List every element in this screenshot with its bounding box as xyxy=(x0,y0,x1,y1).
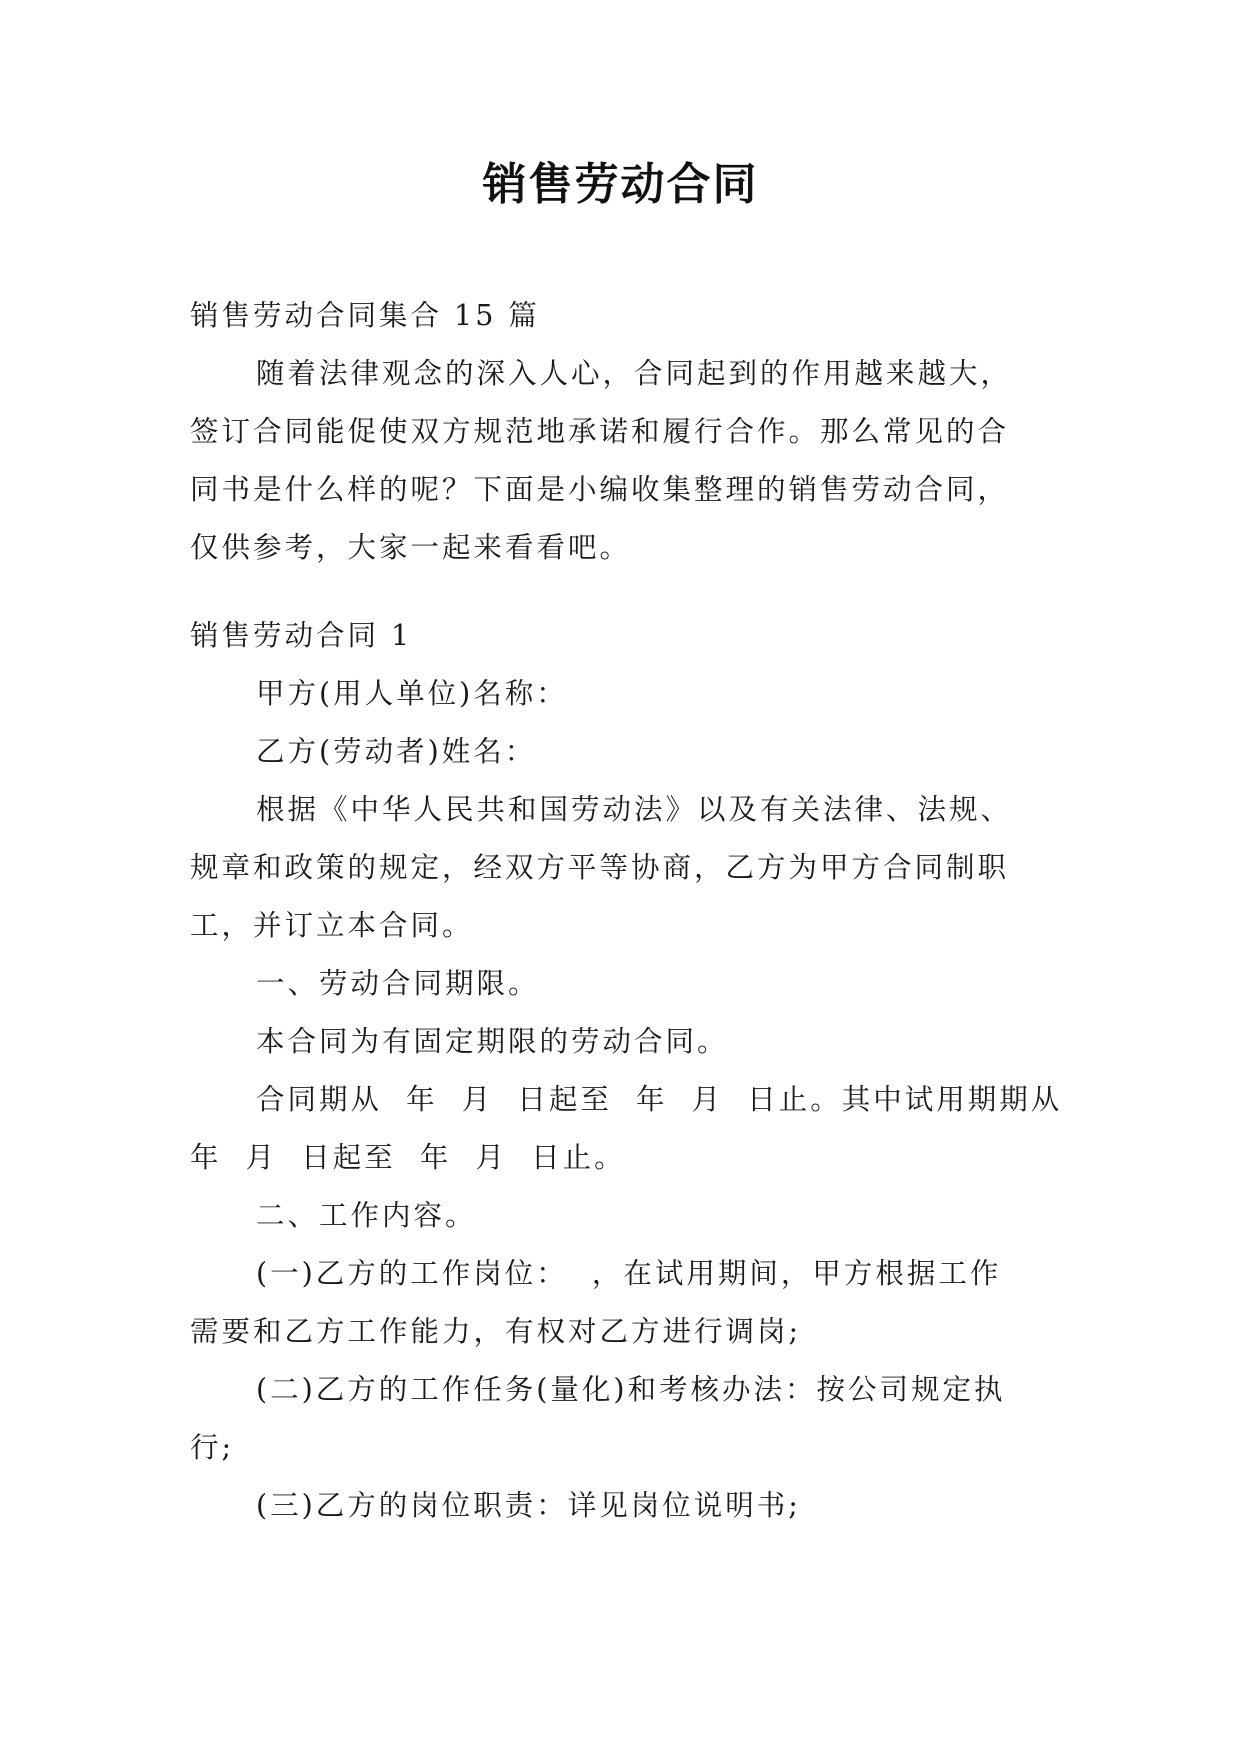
intro-paragraph-line: 随着法律观念的深入人心，合同起到的作用越来越大， xyxy=(256,357,1013,390)
collection-heading: 销售劳动合同集合 15 篇 xyxy=(190,299,540,332)
clause-item: 行; xyxy=(190,1431,235,1464)
document-title: 销售劳动合同 xyxy=(482,159,759,210)
party-a-field: 甲方(用人单位)名称： xyxy=(256,677,568,710)
clause-text: 本合同为有固定期限的劳动合同。 xyxy=(256,1025,729,1058)
contract-heading: 销售劳动合同 1 xyxy=(190,619,413,652)
clause-heading: 一、劳动合同期限。 xyxy=(256,967,540,1000)
clause-item: 需要和乙方工作能力，有权对乙方进行调岗; xyxy=(190,1315,802,1348)
intro-paragraph-line: 仅供参考，大家一起来看看吧。 xyxy=(190,531,632,564)
intro-paragraph-line: 同书是什么样的呢？下面是小编收集整理的销售劳动合同， xyxy=(190,473,1010,506)
clause-item: (三)乙方的岗位职责：详见岗位说明书; xyxy=(256,1489,801,1522)
preamble-line: 工，并订立本合同。 xyxy=(190,909,474,942)
section-spacer xyxy=(190,577,1070,607)
party-b-field: 乙方(劳动者)姓名： xyxy=(256,735,537,768)
intro-paragraph-line: 签订合同能促使双方规范地承诺和履行合作。那么常见的合 xyxy=(190,415,1010,448)
preamble-line: 规章和政策的规定，经双方平等协商，乙方为甲方合同制职 xyxy=(190,851,1010,884)
document-body xyxy=(190,287,1070,1535)
preamble-line: 根据《中华人民共和国劳动法》以及有关法律、法规、 xyxy=(256,793,1013,826)
clause-text: 合同期从 年 月 日起至 年 月 日止。其中试用期期从 xyxy=(256,1083,1063,1116)
clause-item: (一)乙方的工作岗位： ，在试用期间，甲方根据工作 xyxy=(256,1257,1002,1290)
clause-text: 年 月 日起至 年 月 日止。 xyxy=(190,1141,626,1174)
clause-heading: 二、工作内容。 xyxy=(256,1199,477,1232)
clause-item: (二)乙方的工作任务(量化)和考核办法：按公司规定执 xyxy=(256,1373,1006,1406)
